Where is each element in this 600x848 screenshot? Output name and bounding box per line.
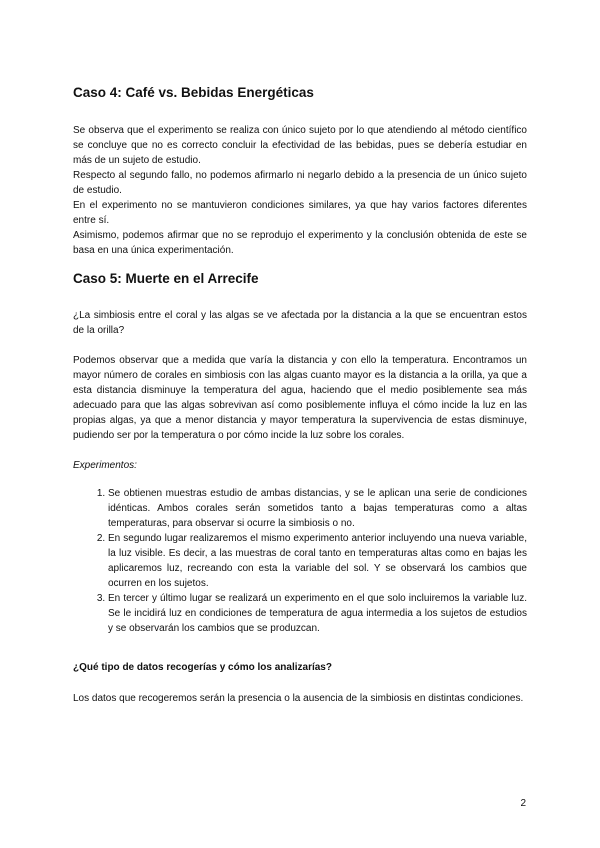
experiment-item: 1. Se obtienen muestras estudio de ambas distancias, y se le aplican una serie de condiciones idénticas. Ambos corales serán sometidos tanto a bajas temperaturas como a altas temperaturas, para observar si ocurre la simbiosis o no. [108, 486, 527, 531]
case5-heading: Caso 5: Muerte en el Arrecife [73, 271, 259, 286]
page-number: 2 [520, 798, 526, 809]
case5-observation: Podemos observar que a medida que varía la distancia y con ello la temperatura. Encontramos un mayor número de corales en simbiosis con las algas cuanto mayor es la distancia a la orilla, ya que a esta distancia disminuye la temperatura del agua, haciendo que el medio posiblemente sea más adecuado para que las algas sobrevivan así como posiblemente influya el cómo incide la luz en las propias algas, ya que a menor distancia y mayor temperatura la supervivencia de estas disminuye, pudiendo ser por la temperatura o por cómo incide la luz sobre los corales. [73, 355, 527, 441]
experiments-label: Experimentos: [73, 460, 137, 471]
experiments-list [73, 486, 527, 636]
data-question-heading: ¿Qué tipo de datos recogerías y cómo los analizarías? [73, 662, 332, 673]
data-answer: Los datos que recogeremos serán la presencia o la ausencia de la simbiosis en distintas condiciones. [73, 693, 524, 704]
case5-question: ¿La simbiosis entre el coral y las algas se ve afectada por la distancia a la que se encuentran estos de la orilla? [73, 310, 527, 336]
case4-paragraph: En el experimento no se mantuvieron condiciones similares, ya que hay varios factores diferentes entre sí. [73, 200, 527, 226]
case4-heading: Caso 4: Café vs. Bebidas Energéticas [73, 85, 314, 100]
case4-paragraph: Respecto al segundo fallo, no podemos afirmarlo ni negarlo debido a la presencia de un único sujeto de estudio. [73, 170, 527, 196]
experiment-item: 3. En tercer y último lugar se realizará un experimento en el que solo incluiremos la variable luz. Se le incidirá luz en condiciones de temperatura de agua intermedia a los sujetos de estudios y se observarán los cambios que se produzcan. [108, 591, 527, 636]
page-content [73, 84, 527, 706]
case4-paragraph: Se observa que el experimento se realiza con único sujeto por lo que atendiendo al método científico se concluye que no es correcto concluir la efectividad de las bebidas, pues se debería estudiar en más de un sujeto de estudio. [73, 125, 527, 166]
case4-paragraph: Asimismo, podemos afirmar que no se reprodujo el experimento y la conclusión obtenida de este se basa en una única experimentación. [73, 230, 527, 256]
experiment-item: 2. En segundo lugar realizaremos el mismo experimento anterior incluyendo una nueva variable, la luz visible. Es decir, a las muestras de coral tanto en temperaturas altas como en bajas les aplicaremos luz, recreando con esta la variable del sol. Y se observará los cambios que ocurren en los sujetos. [108, 531, 527, 591]
